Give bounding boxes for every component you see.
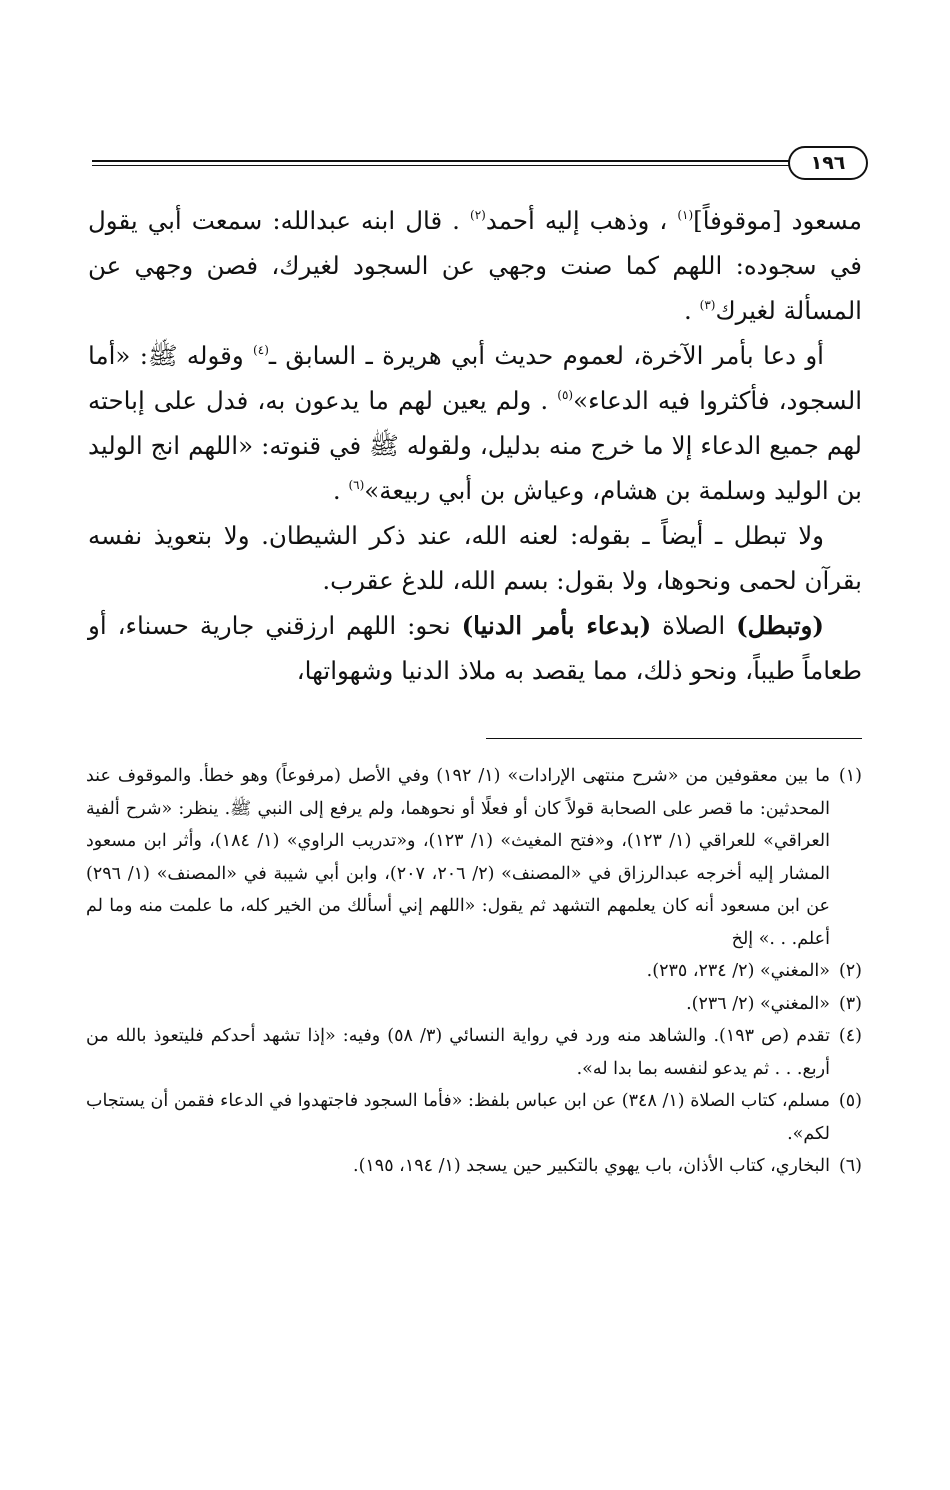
- footnote-1: [86, 760, 862, 955]
- footnote-4: [86, 1020, 862, 1085]
- text-run: مسعود [موقوفاً]: [693, 206, 862, 235]
- footnote-number: (٥): [838, 1091, 862, 1111]
- footnote-number: (١): [838, 766, 862, 786]
- footnote-text: ما بين معقوفين من «شرح منتهى الإرادات» (١/ ١٩٢) وفي الأصل (مرفوعاً) وهو خطأ. والموقوف عند المحدثين: ما قصر على الصحابة قولاً كان أو فعلًا أو نحوهما، ولم يرفع إلى النبي ﷺ. ينظر: «شرح ألفية العراقي» للعراقي (١/ ١٢٣)، و«فتح المغيث» (١/ ١٢٣)، و«تدريب الراوي» (١/ ١٨٤)، وأثر ابن مسعود المشار إليه أخرجه عبدالرزاق في «المصنف» (٢/ ٢٠٦، ٢٠٧)، وابن أبي شيبة في «المصنف» (١/ ٢٩٦) عن ابن مسعود أنه كان يعلمهم التشهد ثم يقول: «اللهم إني أسألك من الخير كله، ما علمت منه وما لم أعلم. . .» إلخ: [86, 766, 831, 949]
- footnote-5: [86, 1085, 862, 1150]
- page-number: ١٩٦: [788, 146, 868, 180]
- footnote-ref-5[interactable]: (٥): [557, 388, 574, 402]
- footnote-text: تقدم (ص ١٩٣). والشاهد منه ورد في رواية النسائي (٣/ ٥٨) وفيه: «إذا تشهد أحدكم فليتعوذ بالله من أربع. . . ثم يدعو لنفسه بما بدا له».: [86, 1026, 830, 1079]
- footnote-separator: [486, 738, 862, 739]
- paragraph-2: [88, 333, 862, 513]
- header-rule: [92, 160, 860, 162]
- paragraph-4: [88, 603, 862, 693]
- page-header: [92, 150, 860, 184]
- footnote-number: (٦): [838, 1156, 862, 1176]
- footnote-text: البخاري، كتاب الأذان، باب يهوي بالتكبير حين يسجد (١/ ١٩٤، ١٩٥).: [353, 1156, 830, 1176]
- footnote-text: مسلم، كتاب الصلاة (١/ ٣٤٨) عن ابن عباس بلفظ: «فأما السجود فاجتهدوا في الدعاء فقمن أن يستجاب لكم».: [86, 1091, 830, 1144]
- text-run: .: [684, 296, 700, 325]
- main-text: [88, 198, 862, 693]
- footnote-ref-6[interactable]: (٦): [348, 478, 365, 492]
- footnotes: [86, 760, 862, 1183]
- footnote-2: [86, 955, 862, 988]
- text-run: . ولم يعين لهم ما يدعون به، فدل على إباحته لهم جميع الدعاء إلا ما خرج منه بدليل، ولقوله ﷺ في قنوته: «اللهم انج الوليد بن الوليد وسلمة بن هشام، وعياش بن أبي ربيعة»: [88, 386, 862, 505]
- footnote-text: «المغني» (٢/ ٢٣٤، ٢٣٥).: [646, 961, 830, 981]
- paragraph-1: [88, 198, 862, 333]
- header-rule-thin: [92, 165, 860, 166]
- footnote-ref-4[interactable]: (٤): [253, 343, 269, 357]
- footnote-text: «المغني» (٢/ ٢٣٦).: [686, 993, 830, 1014]
- matn-bold-text: (بدعاء بأمر الدنيا): [461, 611, 652, 640]
- paragraph-3: ولا تبطل ـ أيضاً ـ بقوله: لعنه الله، عند ذكر الشيطان. ولا بتعويذ نفسه بقرآن لحمى ونحوها، ولا بقول: بسم الله، للدغ عقرب.: [88, 521, 862, 595]
- footnote-number: (٤): [838, 1026, 862, 1046]
- text-run: وقوله ﷺ: «أما السجود، فأكثروا فيه الدعاء»: [88, 341, 862, 415]
- text-run: أو دعا بأمر الآخرة، لعموم حديث أبي هريرة ـ السابق ـ: [268, 341, 824, 370]
- text-run: الصلاة: [651, 611, 737, 640]
- footnote-number: (٣): [838, 993, 862, 1014]
- text-run: نحو: اللهم ارزقني جارية حسناء، أو طعاماً طيباً، ونحو ذلك، مما يقصد به ملاذ الدنيا وشهواتها،: [88, 611, 862, 685]
- text-run: ، وذهب إليه أحمد: [485, 206, 678, 235]
- text-run: . قال ابنه عبدالله: سمعت أبي يقول في سجوده: اللهم كما صنت وجهي عن السجود لغيرك، فصن وجهي عن المسألة لغيرك: [88, 206, 862, 325]
- footnote-ref-1[interactable]: (١): [677, 208, 694, 222]
- footnote-ref-3[interactable]: (٣): [699, 298, 716, 312]
- footnote-ref-2[interactable]: (٢): [470, 208, 486, 222]
- footnote-number: (٢): [838, 961, 862, 981]
- footnote-3: [86, 988, 862, 1021]
- footnote-6: [86, 1150, 862, 1183]
- text-run: .: [332, 476, 349, 505]
- matn-bold-text: (وتبطل): [736, 611, 824, 640]
